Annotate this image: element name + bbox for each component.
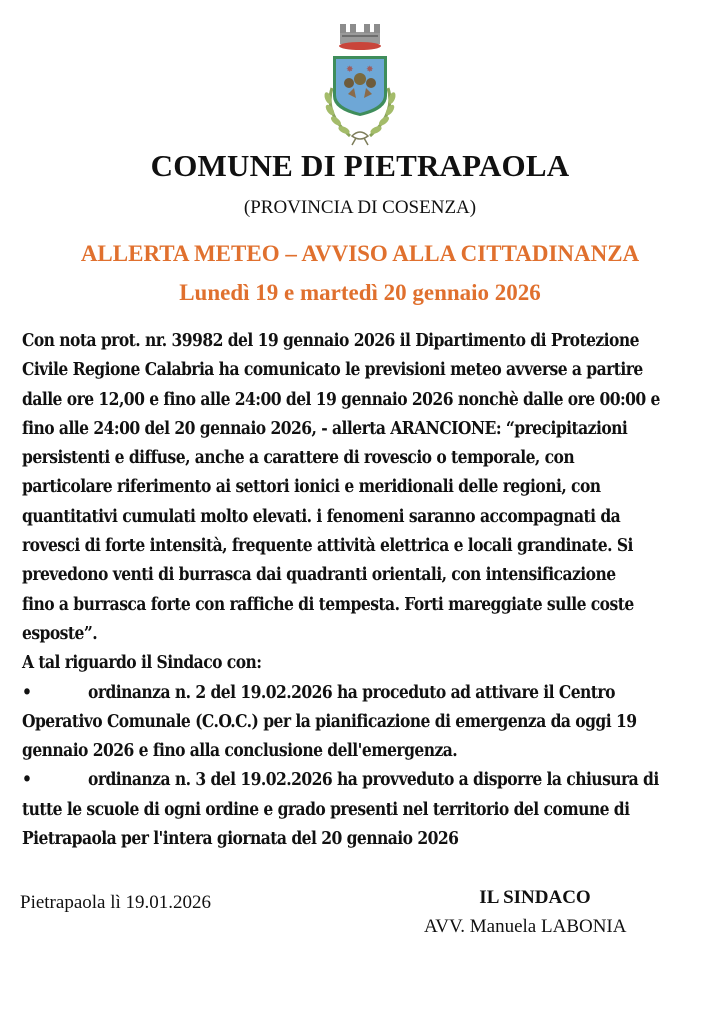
paragraph-line: particolare riferimento ai settori ionici e meridionali delle regioni, con — [22, 477, 601, 498]
paragraph-line: rovesci di forte intensità, frequente attività elettrica e locali grandinate. Si — [22, 536, 633, 557]
bullet-icon: • — [22, 770, 32, 791]
ordinance-text: ordinanza n. 2 del 19.02.2026 ha proceduto ad attivare il Centro — [88, 682, 615, 703]
bullet-icon: • — [22, 682, 32, 703]
ordinance-text: ordinanza n. 3 del 19.02.2026 ha provveduto a disporre la chiusura di — [88, 770, 659, 791]
paragraph-line: fino a burrasca forte con raffiche di tempesta. Forti mareggiate sulle coste — [22, 594, 634, 615]
crown-base — [339, 42, 381, 50]
paragraph-line: Civile Regione Calabria ha comunicato le previsioni meteo avverse a partire — [22, 360, 643, 381]
ordinance-line: Pietrapaola per l'intera giornata del 20 gennaio 2026 — [22, 829, 459, 850]
signatory-title: IL SINDACO — [479, 887, 591, 908]
ordinance-line — [22, 766, 702, 795]
paragraph-line: esposte”. — [22, 623, 98, 644]
place-and-date: Pietrapaola lì 19.01.2026 — [20, 892, 212, 913]
province-subtitle: (PROVINCIA DI COSENZA) — [243, 197, 477, 218]
ordinance-item — [22, 679, 702, 767]
paragraph-line: fino alle 24:00 del 20 gennaio 2026, - allerta ARANCIONE: “precipitazioni — [22, 418, 628, 439]
ordinance-item — [22, 766, 702, 854]
ordinance-line — [22, 679, 702, 708]
svg-text:✸: ✸ — [366, 65, 374, 75]
shield-field — [336, 59, 384, 113]
ordinance-line: Operativo Comunale (C.O.C.) per la pianificazione di emergenza da oggi 19 — [22, 711, 637, 732]
ordinance-line: tutte le scuole di ogni ordine e grado presenti nel territorio del comune di — [22, 799, 630, 820]
alert-date: Lunedì 19 e martedì 20 gennaio 2026 — [179, 280, 541, 305]
paragraph-line: dalle ore 12,00 e fino alle 24:00 del 19 gennaio 2026 nonchè dalle ore 00:00 e — [22, 389, 660, 410]
paragraph-line: Con nota prot. nr. 39982 del 19 gennaio 2026 il Dipartimento di Protezione — [22, 331, 639, 351]
notice-body — [22, 327, 702, 854]
coat-of-arms-icon — [318, 18, 402, 146]
mayor-intro: A tal riguardo il Sindaco con: — [22, 653, 262, 674]
municipality-title: COMUNE DI PIETRAPAOLA — [150, 148, 570, 183]
paragraph-line: quantitativi cumulati molto elevati. i fenomeni saranno accompagnati da — [22, 506, 621, 527]
alert-heading: ALLERTA METEO – AVVISO ALLA CITTADINANZA — [80, 241, 640, 266]
paragraph-line: persistenti e diffuse, anche a carattere di rovescio o temporale, con — [22, 448, 575, 469]
svg-text:✸: ✸ — [346, 65, 354, 75]
paragraph-line: prevedono venti di burrasca dai quadranti orientali, con intensificazione — [22, 565, 616, 586]
signatory-name: AVV. Manuela LABONIA — [424, 916, 627, 937]
notice-paragraph — [22, 327, 702, 649]
ordinance-line: gennaio 2026 e fino alla conclusione dell'emergenza. — [22, 741, 458, 762]
